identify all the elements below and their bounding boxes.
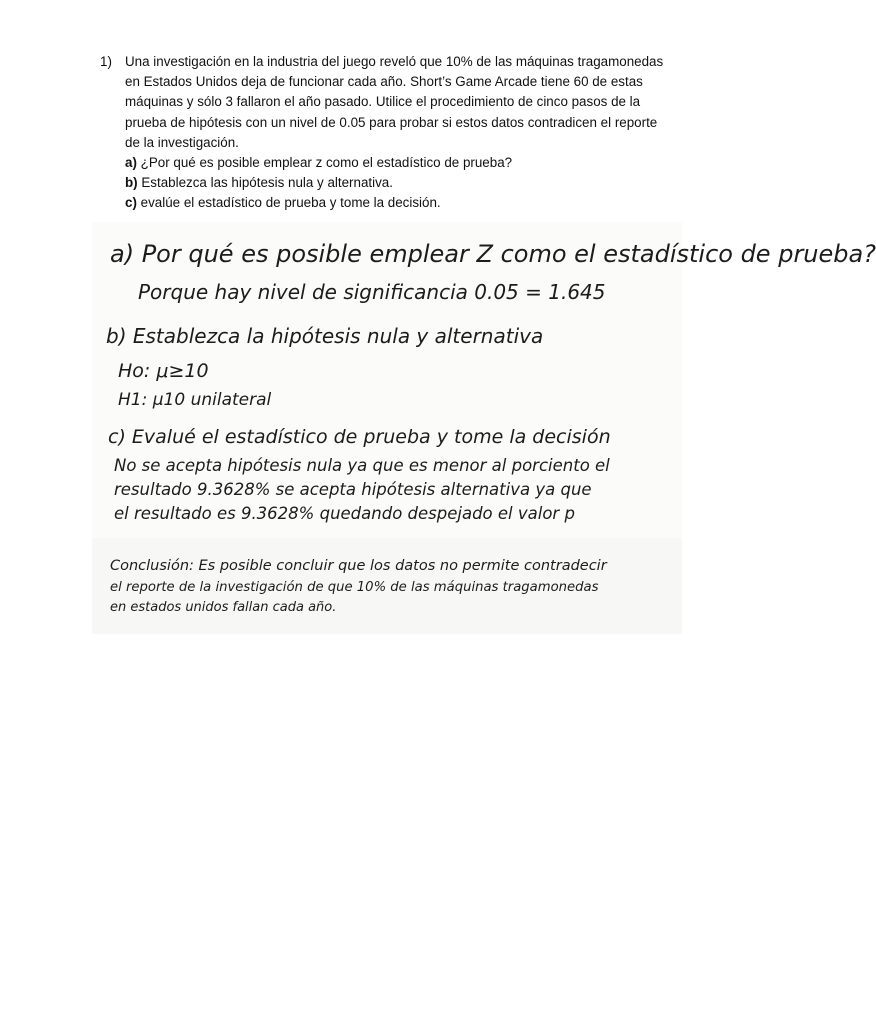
question-c <box>125 193 690 213</box>
handwritten-conclusion <box>92 538 682 634</box>
problem-number: 1) <box>100 54 112 69</box>
conclusion-line: en estados unidos fallan cada año. <box>110 600 337 615</box>
statement-line: máquinas y sólo 3 fallaron el año pasado. Utilice el procedimiento de cinco pasos de la <box>125 94 641 110</box>
handwritten-c-line: No se acepta hipótesis nula ya que es menor al porciento el <box>114 456 610 475</box>
handwritten-h0: Ho: μ≥10 <box>118 360 209 382</box>
handwritten-c-line: resultado 9.3628% se acepta hipótesis alternativa ya que <box>114 480 592 499</box>
handwritten-c-question: c) Evalué el estadístico de prueba y tome la decisión <box>108 426 611 448</box>
question-b-label: b) <box>125 175 138 191</box>
statement-line: en Estados Unidos deja de funcionar cada año. Short’s Game Arcade tiene 60 de estas <box>125 74 643 90</box>
handwritten-h1: H1: μ10 unilateral <box>118 390 272 410</box>
handwritten-c-line: el resultado es 9.3628% quedando despejado el valor p <box>114 504 575 523</box>
handwritten-a-answer: Porque hay nivel de significancia 0.05 = 1.645 <box>138 280 606 304</box>
conclusion-line: Conclusión: Es posible concluir que los datos no permite contradecir <box>110 558 607 574</box>
handwritten-a-question: a) Por qué es posible emplear Z como el estadístico de prueba? <box>110 240 876 268</box>
statement-line: Una investigación en la industria del juego reveló que 10% de las máquinas tragamonedas <box>125 54 664 69</box>
problem-statement <box>100 52 690 214</box>
conclusion-line: el reporte de la investigación de que 10% de las máquinas tragamonedas <box>110 580 599 595</box>
question-a-text: ¿Por qué es posible emplear z como el estadístico de prueba? <box>140 155 513 171</box>
question-b-text: Establezca las hipótesis nula y alternativa. <box>141 175 393 191</box>
question-b <box>125 173 690 193</box>
problem-body <box>125 52 690 214</box>
question-c-text: evalúe el estadístico de prueba y tome la decisión. <box>140 195 441 211</box>
statement-line: de la investigación. <box>125 134 239 150</box>
question-c-label: c) <box>125 195 137 211</box>
handwritten-b-question: b) Establezca la hipótesis nula y alternativa <box>106 324 544 348</box>
question-a-label: a) <box>125 155 137 171</box>
statement-line: prueba de hipótesis con un nivel de 0.05 para probar si estos datos contradicen el reporte <box>125 114 658 130</box>
question-a <box>125 153 690 173</box>
